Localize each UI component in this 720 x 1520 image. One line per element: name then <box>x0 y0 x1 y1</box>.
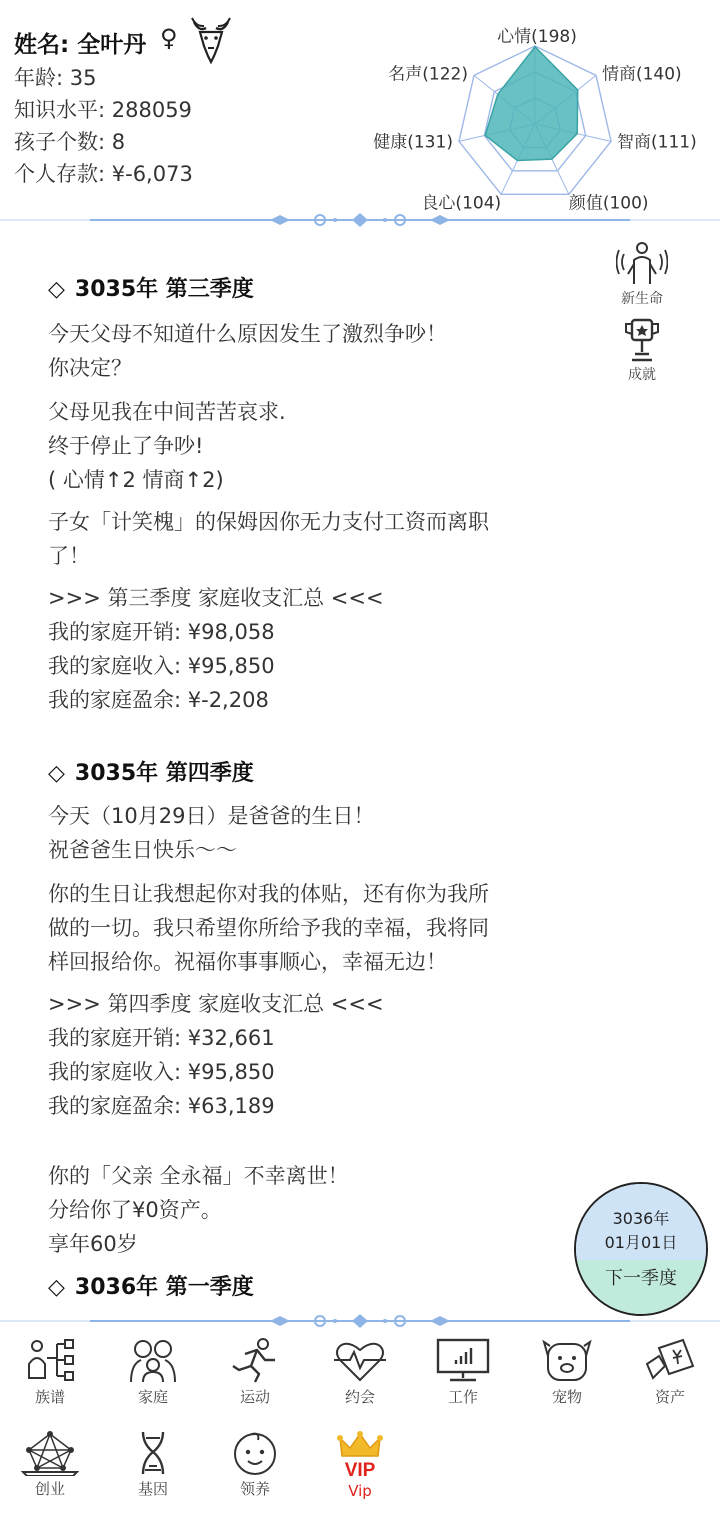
radar-label: 名声(122) <box>388 64 469 85</box>
event-log[interactable] <box>0 240 720 1315</box>
menu-label: 家庭 <box>137 1388 168 1406</box>
log-line: >>> 第三季度 家庭收支汇总 <<< <box>48 586 384 610</box>
gender-symbol: ♀ <box>160 24 178 52</box>
menu-label: 工作 <box>447 1388 478 1406</box>
diamond-icon: ◇ <box>48 277 65 302</box>
next-quarter-date: 01月01日 <box>604 1233 678 1252</box>
menu-label: 运动 <box>239 1388 270 1406</box>
menu-adopt[interactable] <box>210 1430 300 1499</box>
vip-badge-text: VIP <box>344 1460 376 1480</box>
log-line: 祝爸爸生日快乐～～ <box>48 838 237 862</box>
radar-label: 颜值(100) <box>568 193 649 214</box>
baby-face-icon <box>230 1430 280 1476</box>
log-line: 我的家庭收入: ¥95,850 <box>48 654 275 678</box>
new-life-button[interactable] <box>612 240 672 308</box>
menu-vip[interactable] <box>315 1430 405 1500</box>
savings-stat: 个人存款: ¥-6,073 <box>14 162 193 186</box>
menu-label: 基因 <box>137 1480 168 1498</box>
log-line: 我的家庭盈余: ¥63,189 <box>48 1094 275 1118</box>
menu-label: Vip <box>348 1482 372 1500</box>
new-life-label: 新生命 <box>621 291 663 307</box>
log-line: 做的一切。我只希望你所给予我的幸福，我将同 <box>48 916 489 940</box>
diamond-icon: ◇ <box>48 1275 65 1300</box>
menu-startup[interactable] <box>5 1430 95 1499</box>
network-laptop-icon <box>21 1430 79 1476</box>
age-stat: 年龄: 35 <box>14 66 97 90</box>
achievement-button[interactable] <box>612 318 672 384</box>
quarter-heading: ◇ 3035年 第四季度 <box>48 761 254 786</box>
next-quarter-year: 3036年 <box>612 1209 670 1228</box>
achievement-label: 成就 <box>628 367 656 383</box>
goat-icon <box>190 16 232 64</box>
attribute-radar-chart <box>360 18 720 222</box>
menu-label: 资产 <box>654 1388 685 1406</box>
log-line: 你决定？ <box>48 356 132 380</box>
menu-label: 约会 <box>344 1388 375 1406</box>
menu-label: 领养 <box>239 1480 270 1498</box>
family-icon <box>127 1338 179 1384</box>
player-name: 姓名: 全叶丹 <box>14 32 147 58</box>
log-line: ( 心情↑2 情商↑2) <box>48 468 224 492</box>
log-line: 今天父母不知道什么原因发生了激烈争吵！ <box>48 322 447 346</box>
menu-label: 族谱 <box>34 1388 65 1406</box>
quarter-heading: ◇ 3035年 第三季度 <box>48 277 254 302</box>
radar-label: 情商(140) <box>601 64 682 85</box>
log-line: 今天（10月29日）是爸爸的生日！ <box>48 804 375 828</box>
menu-assets[interactable] <box>625 1338 715 1407</box>
quarter-heading: ◇ 3036年 第一季度 <box>48 1275 254 1300</box>
log-line: 我的家庭开销: ¥98,058 <box>48 620 275 644</box>
bottom-menu <box>0 1330 720 1520</box>
log-line: 享年60岁 <box>48 1232 138 1256</box>
menu-label: 创业 <box>34 1480 65 1498</box>
family-tree-icon <box>25 1338 75 1384</box>
log-line: 分给你了¥0资产。 <box>48 1198 222 1222</box>
menu-sports[interactable] <box>210 1338 300 1407</box>
log-line: 你的「父亲 全永福」不幸离世！ <box>48 1164 349 1188</box>
person-signal-icon <box>616 240 668 286</box>
menu-dating[interactable] <box>315 1338 405 1407</box>
log-line: 终于停止了争吵! <box>48 434 204 458</box>
running-icon <box>229 1338 281 1384</box>
ornament-divider <box>0 213 720 227</box>
dna-icon <box>133 1430 173 1476</box>
ornament-divider <box>0 1314 720 1328</box>
log-line: 子女「计笑槐」的保姆因你无力支付工资而离职 <box>48 510 489 534</box>
log-line: 我的家庭开销: ¥32,661 <box>48 1026 275 1050</box>
monitor-chart-icon <box>436 1338 490 1384</box>
radar-label: 健康(131) <box>373 132 453 153</box>
log-line: 样回报给你。祝福你事事顺心，幸福无边！ <box>48 950 447 974</box>
log-line: >>> 第四季度 家庭收支汇总 <<< <box>48 992 384 1016</box>
next-quarter-label: 下一季度 <box>605 1268 677 1289</box>
pet-dog-icon <box>542 1338 592 1384</box>
log-line: 我的家庭盈余: ¥-2,208 <box>48 688 269 712</box>
knowledge-stat: 知识水平: 288059 <box>14 98 192 122</box>
money-hand-icon <box>645 1338 695 1384</box>
profile-header <box>0 0 720 230</box>
menu-label: 宠物 <box>551 1388 582 1406</box>
log-line: 父母见我在中间苦苦哀求. <box>48 400 286 424</box>
children-stat: 孩子个数: 8 <box>14 130 126 154</box>
log-line: 我的家庭收入: ¥95,850 <box>48 1060 275 1084</box>
menu-family[interactable] <box>108 1338 198 1407</box>
vip-crown-icon <box>334 1430 386 1480</box>
log-line: 了！ <box>48 544 90 568</box>
menu-genes[interactable] <box>108 1430 198 1499</box>
menu-work[interactable] <box>418 1338 508 1407</box>
heart-pulse-icon <box>332 1338 388 1384</box>
menu-family-tree[interactable] <box>5 1338 95 1407</box>
trophy-icon <box>620 318 664 362</box>
radar-label: 良心(104) <box>421 193 502 214</box>
menu-pet[interactable] <box>522 1338 612 1407</box>
radar-label: 智商(111) <box>617 132 697 153</box>
radar-label: 心情(198) <box>497 27 577 47</box>
diamond-icon: ◇ <box>48 761 65 786</box>
next-quarter-button[interactable] <box>574 1182 708 1316</box>
log-line: 你的生日让我想起你对我的体贴，还有你为我所 <box>48 882 489 906</box>
